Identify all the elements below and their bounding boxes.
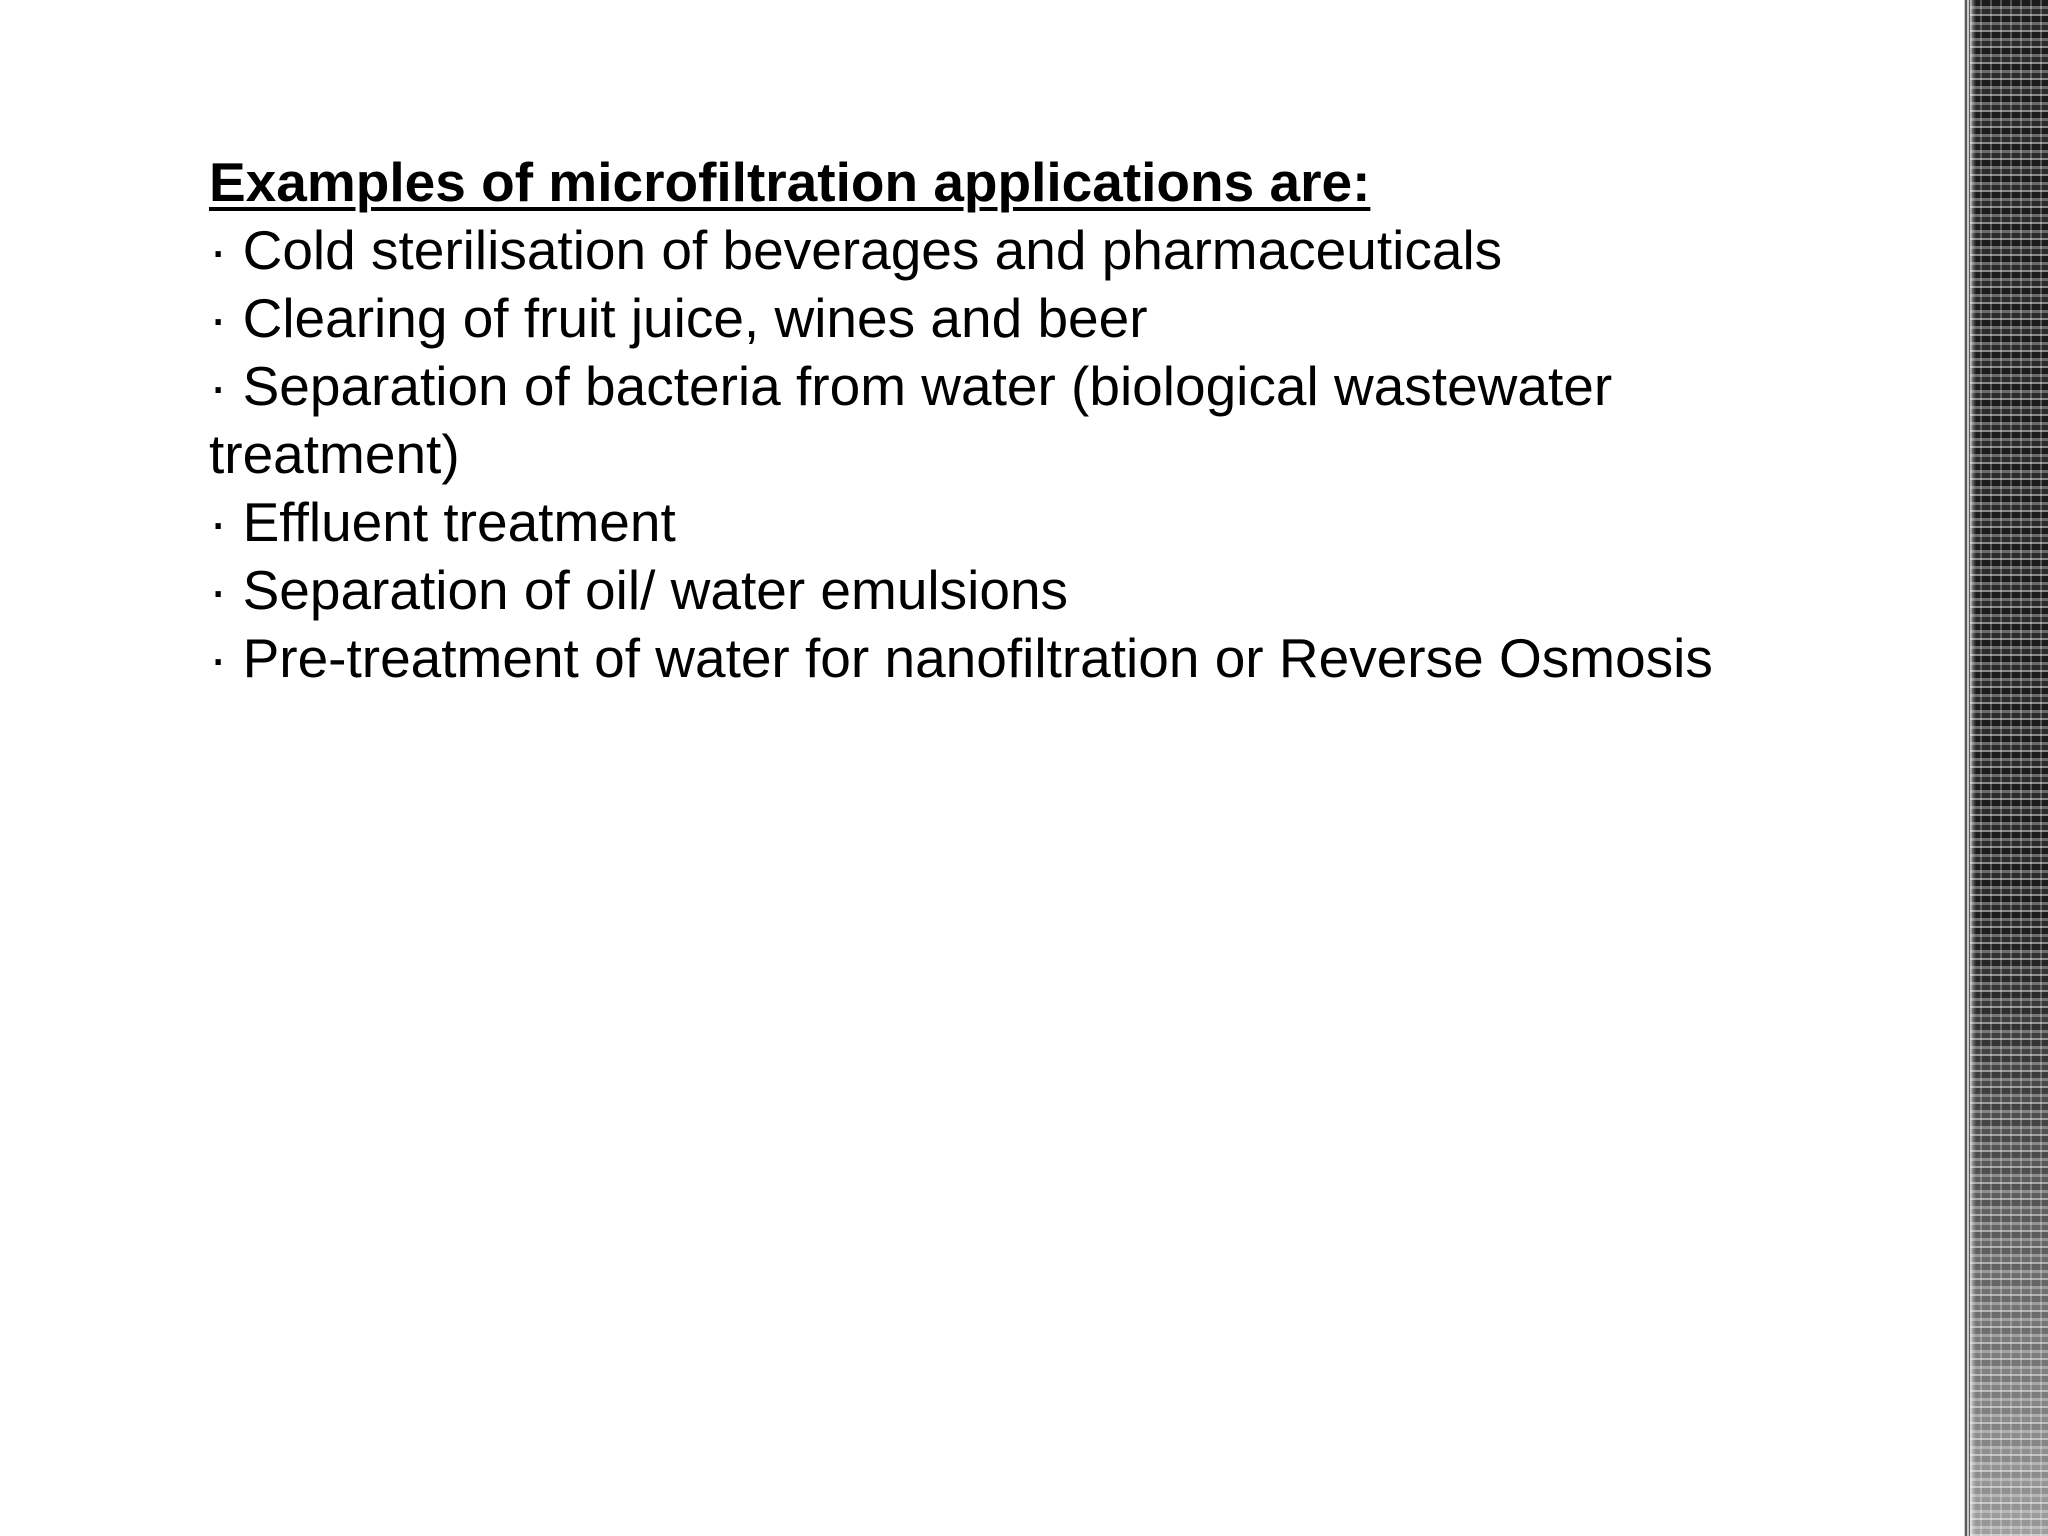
bullet-item: · Separation of bacteria from water (biological wastewater treatment): [209, 355, 1613, 485]
bullet-list: [209, 216, 1769, 692]
slide-content: [209, 148, 1769, 692]
bullet-item: · Pre-treatment of water for nanofiltration or Reverse Osmosis: [209, 627, 1713, 689]
decorative-side-strip: [1970, 0, 2048, 1536]
bullet-item: · Cold sterilisation of beverages and pharmaceuticals: [209, 219, 1503, 281]
bullet-item: · Separation of oil/ water emulsions: [209, 559, 1069, 621]
slide-heading: Examples of microfiltration applications are:: [209, 151, 1371, 213]
bullet-item: · Effluent treatment: [209, 491, 676, 553]
bullet-item: · Clearing of fruit juice, wines and beer: [209, 287, 1148, 349]
